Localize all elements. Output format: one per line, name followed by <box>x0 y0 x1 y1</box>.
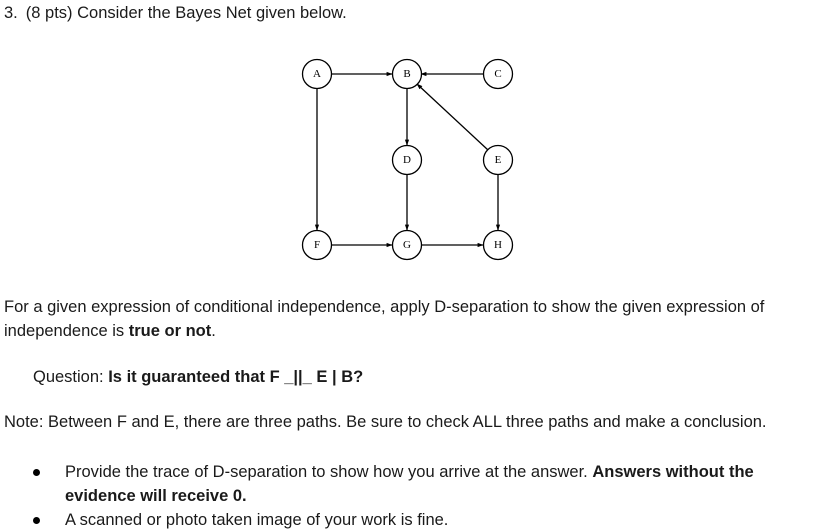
node-d-label: D <box>403 154 411 166</box>
instructions-text: For a given expression of conditional independence, apply D-separation to show the given expression of independence is <box>4 298 765 340</box>
bullet-list <box>0 460 813 532</box>
node-h-label: H <box>494 239 502 251</box>
question-label: Question: <box>33 368 109 386</box>
node-g <box>393 231 422 260</box>
bullet-scan-text: A scanned or photo taken image of your work is fine. <box>65 511 449 529</box>
node-c <box>484 60 513 89</box>
question-title-text: (8 pts) Consider the Bayes Net given below. <box>25 4 347 22</box>
instructions-bold: true or not <box>128 322 212 340</box>
note-text: Note: Between F and E, there are three paths. Be sure to check ALL three paths and make a conclusion. <box>4 413 767 431</box>
question-text: Is it guaranteed that F _||_ E | B? <box>108 368 364 386</box>
question-line <box>33 368 363 387</box>
bullet-trace-bold: Answers without the evidence will receive 0. <box>65 463 754 505</box>
bullet-item-trace <box>0 460 813 508</box>
node-h <box>484 231 513 260</box>
bullet-dot-icon <box>33 517 40 524</box>
instructions-end: . <box>211 322 216 340</box>
node-b-label: B <box>403 68 411 80</box>
bullet-dot-icon <box>33 469 40 476</box>
node-e <box>484 146 513 175</box>
node-b <box>393 60 422 89</box>
node-d <box>393 146 422 175</box>
bullet-item-scan <box>0 508 813 532</box>
bullet-trace-text: Provide the trace of D-separation to show how you arrive at the answer. <box>65 463 593 481</box>
node-a <box>303 60 332 89</box>
node-c-label: C <box>494 68 502 80</box>
instructions-paragraph <box>4 295 810 343</box>
edge-e-b <box>417 84 488 150</box>
node-a-label: A <box>313 68 321 80</box>
node-f <box>303 231 332 260</box>
question-number: 3. <box>4 4 18 22</box>
node-g-label: G <box>403 239 411 251</box>
node-e-label: E <box>494 154 502 166</box>
node-f-label: F <box>313 239 321 251</box>
